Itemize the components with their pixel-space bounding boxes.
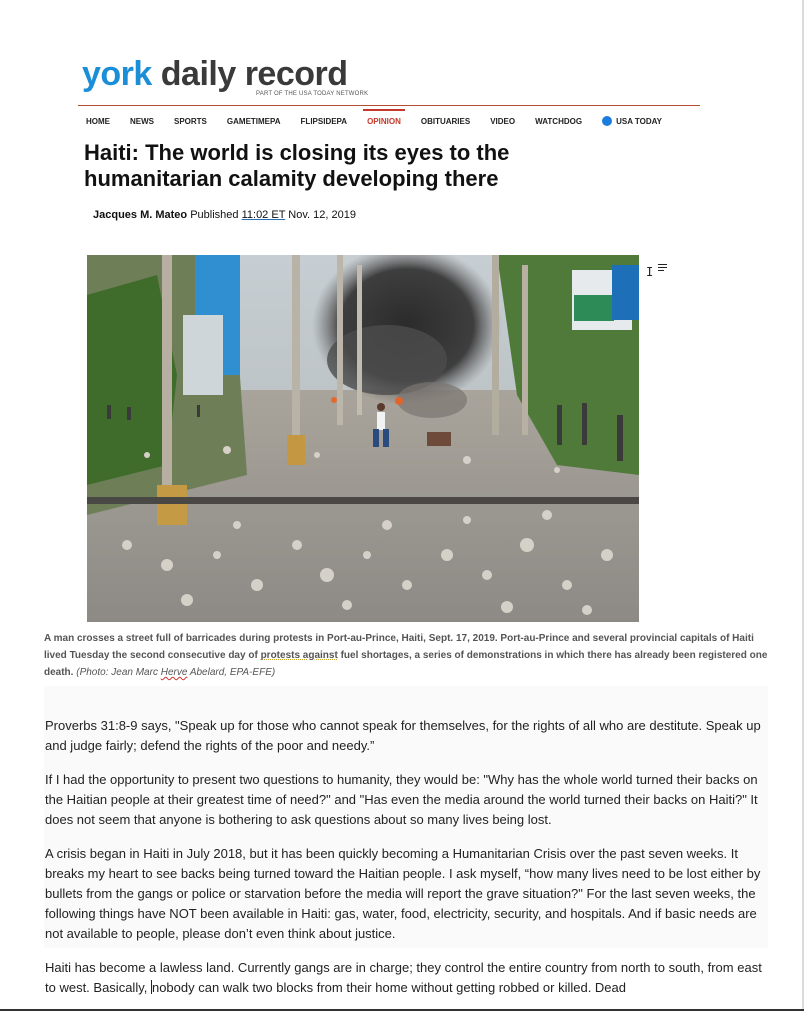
caption-text-2: protests against	[260, 650, 338, 661]
article-photo[interactable]	[87, 255, 639, 622]
article-headline: Haiti: The world is closing its eyes to the humanitarian calamity developing there	[84, 140, 510, 191]
paragraph-2: If I had the opportunity to present two questions to humanity, they would be: "Why has the whole world turned their backs on the Haitian people at their greatest time of need?" and "Has even the media around the world turned their backs on Haiti?" It does not seem that anyone is bothering to ask questions about so many lives being lost.	[45, 772, 758, 827]
caption-text-3: fuel shortages, a series of demonstrations in which there has already been registered one death.	[44, 650, 768, 678]
nav-item-video[interactable]: VIDEO	[490, 116, 516, 126]
nav-item-sports[interactable]: SPORTS	[174, 116, 207, 126]
photo-credit-2: Herve	[160, 667, 188, 678]
main-nav	[86, 113, 682, 129]
paragraph-4	[45, 958, 765, 998]
byline	[93, 209, 356, 221]
logo-york: york	[82, 55, 161, 93]
photo-caption	[44, 630, 770, 681]
paragraph-4-end: nobody can walk two blocks from their home without getting robbed or killed. Dead	[151, 980, 626, 995]
paragraph-3: A crisis began in Haiti in July 2018, but it has been quickly becoming a Humanitarian Crisis over the past seven weeks. It breaks my heart to see backs being turned toward the Haitian people. I ask myself, “how many lives need to be lost either by bullets from the gangs or police or starvation before the media will report the grave situation?" For the last seven weeks, the following things have NOT been available in Haiti: gas, water, food, electricity, security, and hospitals. And if basic needs are not available to people, please don’t even think about justice.	[45, 846, 761, 941]
nav-item-usa-today[interactable]	[602, 116, 662, 126]
nav-item-flipsidepa[interactable]: FLIPSIDEPA	[300, 116, 348, 126]
nav-item-home[interactable]: HOME	[86, 116, 110, 126]
author-name[interactable]: Jacques M. Mateo	[93, 209, 188, 221]
text-cursor-icon: I	[646, 264, 670, 282]
nav-item-obituaries[interactable]: OBITUARIES	[420, 116, 471, 126]
photo-credit-3: Abelard, EPA-EFE)	[187, 667, 276, 678]
published-label: Published	[190, 209, 239, 221]
street-protest-photo	[87, 255, 639, 622]
nav-item-opinion[interactable]: OPINION	[367, 116, 401, 126]
logo-daily-record: daily record	[160, 55, 348, 93]
site-logo[interactable]	[82, 56, 348, 92]
photo-credit-1: (Photo: Jean Marc	[76, 667, 161, 678]
paragraph-4-start: Haiti has become a lawless land. Currently gangs are in charge; they control the entire country from north to south, from east to west. Basically,	[45, 960, 762, 995]
menu-lines-icon	[658, 264, 667, 273]
article-body[interactable]	[45, 716, 765, 1012]
published-time: 11:02 ET	[241, 209, 286, 221]
nav-item-gametimepa[interactable]: GAMETIMEPA	[226, 116, 281, 126]
nav-item-news[interactable]: NEWS	[130, 116, 154, 126]
nav-item-usa-today-label: USA TODAY	[616, 117, 663, 126]
photo-credit	[76, 667, 275, 678]
network-tagline: PART OF THE USA TODAY NETWORK	[256, 91, 369, 97]
nav-divider	[78, 105, 700, 106]
nav-item-watchdog[interactable]: WATCHDOG	[535, 116, 583, 126]
published-date: Nov. 12, 2019	[288, 209, 356, 221]
paragraph-1: Proverbs 31:8-9 says, "Speak up for those who cannot speak for themselves, for the rights of all who are destitute. Speak up and judge fairly; defend the rights of the poor and needy.”	[45, 718, 761, 753]
caption-text-1: A man crosses a street full of barricades during protests in Port-au-Prince, Haiti, Sept. 17, 2019. Port-au-Prince and several provincial capitals of Haiti lived Tuesday the second consecutive day of	[44, 633, 754, 661]
usa-today-dot-icon	[602, 116, 612, 126]
